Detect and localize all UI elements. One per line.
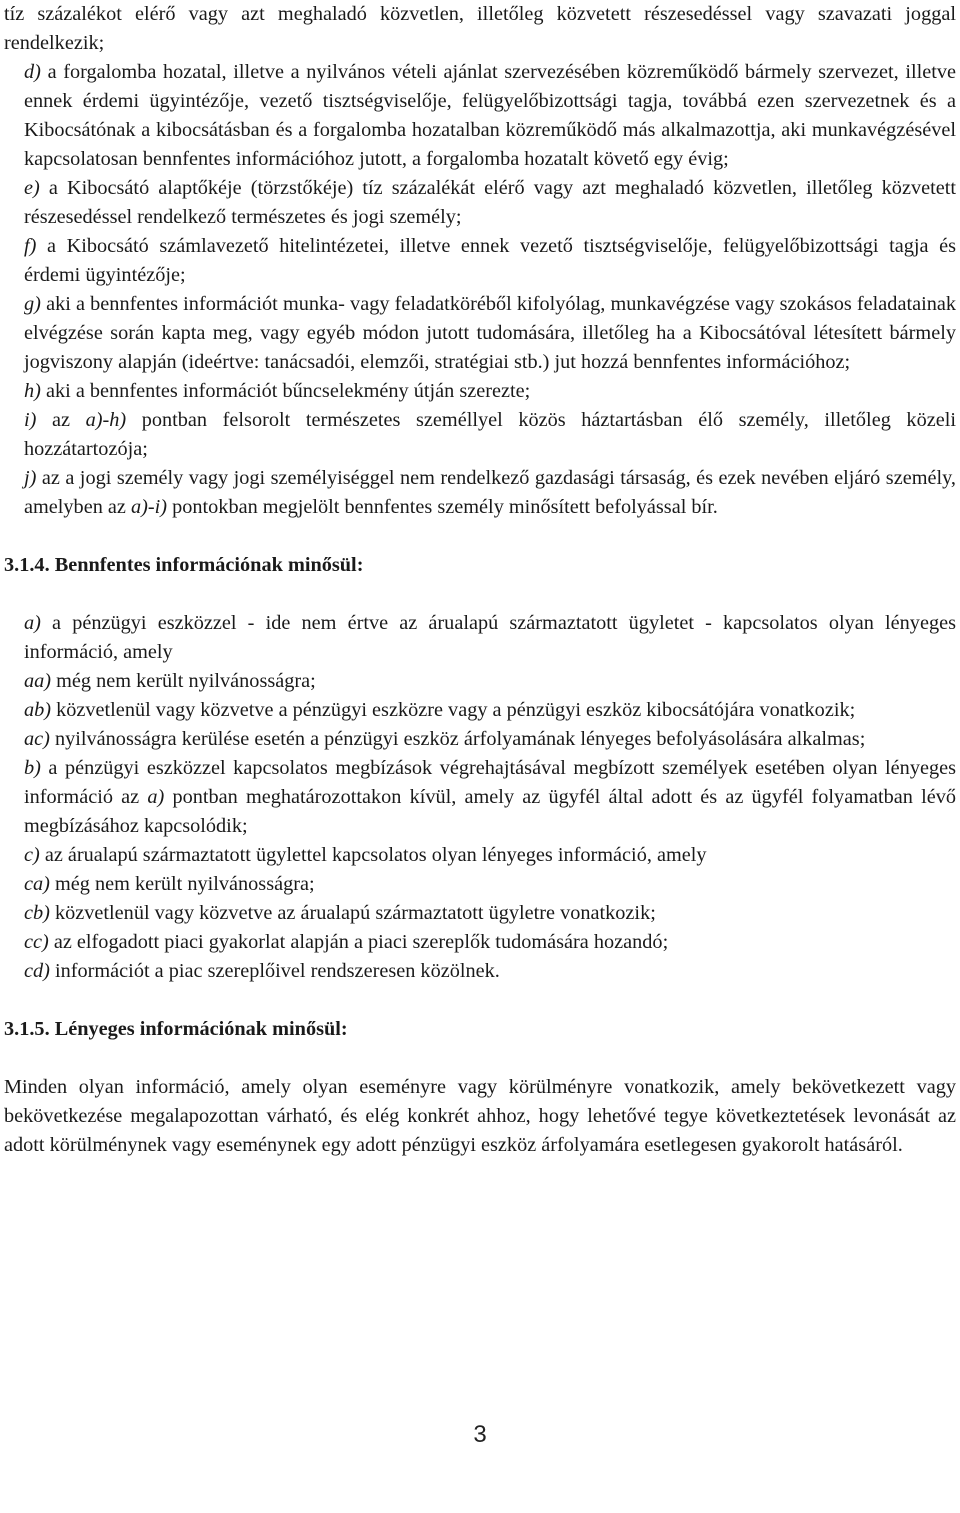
list-item-e	[4, 174, 956, 232]
item-reference: a)	[147, 786, 165, 808]
item-label: aa)	[24, 670, 52, 692]
spacer	[4, 986, 956, 1015]
list-item-j	[4, 464, 956, 522]
list-item-ab	[4, 696, 956, 725]
spacer	[4, 1044, 956, 1073]
item-label: g)	[24, 293, 41, 315]
item-label: h)	[24, 380, 41, 402]
list-item-f	[4, 232, 956, 290]
item-label: f)	[24, 235, 37, 257]
list-item-i	[4, 406, 956, 464]
item-text: még nem került nyilvánosságra;	[49, 873, 315, 895]
item-text: még nem került nyilvánosságra;	[51, 670, 316, 692]
list-item-aa	[4, 667, 956, 696]
section-315-body: Minden olyan információ, amely olyan eseményre vagy körülményre vonatkozik, amely bekövetkezett vagy bekövetkezése megalapozottan várható, és elég konkrét ahhoz, hogy lehetővé tegye következtetések levonását az adott körülménynek vagy eseménynek egy adott pénzügyi eszköz árfolyamára esetlegesen gyakorolt hatásáról.	[4, 1076, 956, 1156]
item-reference: a)-h)	[85, 409, 127, 431]
item-text: pontokban megjelölt bennfentes személy minősített befolyással bír.	[167, 496, 718, 518]
page-number: 3	[473, 1421, 487, 1448]
item-label: i)	[24, 409, 37, 431]
item-label: ac)	[24, 728, 50, 750]
section-heading-315: 3.1.5. Lényeges információnak minősül:	[4, 1018, 348, 1040]
list-item-cd	[4, 957, 956, 986]
item-text: a pénzügyi eszközzel kapcsolatos megbízások végrehajtásával megbízott személyek esetében olyan lényeges információ az	[24, 757, 956, 808]
item-text: a Kibocsátó számlavezető hitelintézetei, illetve ennek vezető tisztségviselője, felügyelőbizottsági tagja és érdemi ügyintézője;	[24, 235, 956, 286]
item-text: a forgalomba hozatal, illetve a nyilvános vételi ajánlat szervezésében közreműködő bármely szervezet, illetve ennek érdemi ügyintézője, vezető tisztségviselője, felügyelőbizottsági tagja, továbbá ezen szervezetnek és a Kibocsátónak a kibocsátásban és a forgalomba hozatalban közreműködő más alkalmazottja, aki munkavégzésével kapcsolatosan bennfentes információhoz jutott, a forgalomba hozatalt követő egy évig;	[24, 61, 956, 170]
item-text: közvetlenül vagy közvetve a pénzügyi eszközre vagy a pénzügyi eszköz kibocsátójára vonatkozik;	[51, 699, 856, 721]
item-label: b)	[24, 757, 41, 779]
item-label: ca)	[24, 873, 50, 895]
item-label: cb)	[24, 902, 50, 924]
list-item-b	[4, 754, 956, 841]
item-label: cd)	[24, 960, 50, 982]
list-item-a	[4, 609, 956, 667]
item-label: e)	[24, 177, 40, 199]
list-item-h	[4, 377, 956, 406]
item-reference: a)-i)	[130, 496, 168, 518]
item-text: pontban felsorolt természetes személlyel közös háztartásban élő személy, illetőleg közeli hozzátartozója;	[24, 409, 956, 460]
item-label: j)	[24, 467, 37, 489]
list-item-ac	[4, 725, 956, 754]
item-text: az árualapú származtatott ügylettel kapcsolatos olyan lényeges információ, amely	[39, 844, 707, 866]
item-text: az elfogadott piaci gyakorlat alapján a piaci szereplők tudomására hozandó;	[48, 931, 669, 953]
item-label: d)	[24, 61, 41, 83]
list-item-ca	[4, 870, 956, 899]
item-text: a pénzügyi eszközzel - ide nem értve az árualapú származtatott ügyletet - kapcsolatos olyan lényeges információ, amely	[24, 612, 956, 663]
spacer	[4, 580, 956, 609]
list-item-d	[4, 58, 956, 174]
item-text: nyilvánosságra kerülése esetén a pénzügyi eszköz árfolyamának lényeges befolyásolására alkalmas;	[49, 728, 866, 750]
item-text: az	[36, 409, 86, 431]
list-item-g	[4, 290, 956, 377]
item-text: a Kibocsátó alaptőkéje (törzstőkéje) tíz százalékát elérő vagy azt meghaladó közvetlen, illetőleg közvetett részesedéssel rendelkező természetes és jogi személy;	[24, 177, 956, 228]
document-page	[4, 0, 956, 1160]
item-label: a)	[24, 612, 41, 634]
section-heading-314: 3.1.4. Bennfentes információnak minősül:	[4, 554, 364, 576]
list-item-cb	[4, 899, 956, 928]
item-label: ab)	[24, 699, 52, 721]
item-label: c)	[24, 844, 40, 866]
item-text: az a jogi személy vagy jogi személyiséggel nem rendelkező gazdasági társaság, és ezek nevében eljáró személy, amelyben az	[24, 467, 956, 518]
item-text: aki a bennfentes információt munka- vagy feladatköréből kifolyólag, munkavégzése vagy szokásos feladatainak elvégzése során kapta meg, vagy egyéb módon jutott tudomására, illetőleg ha a Kibocsátóval létesített bármely jogviszony alapján (ideértve: tanácsadói, elemzői, stratégiai stb.) jut hozzá bennfentes információhoz;	[24, 293, 956, 373]
list-item-cc	[4, 928, 956, 957]
item-text: információt a piac szereplőivel rendszeresen közölnek.	[49, 960, 500, 982]
list-item-c	[4, 841, 956, 870]
item-label: cc)	[24, 931, 49, 953]
item-text: közvetlenül vagy közvetve az árualapú származtatott ügyletre vonatkozik;	[49, 902, 656, 924]
item-text: pontban meghatározottakon kívül, amely az ügyfél által adott és az ügyfél folyamatban lévő megbízásához kapcsolódik;	[24, 786, 956, 837]
spacer	[4, 522, 956, 551]
item-text: aki a bennfentes információt bűncselekmény útján szerezte;	[40, 380, 531, 402]
intro-paragraph: tíz százalékot elérő vagy azt meghaladó közvetlen, illetőleg közvetett részesedéssel vagy szavazati joggal rendelkezik;	[4, 3, 956, 54]
